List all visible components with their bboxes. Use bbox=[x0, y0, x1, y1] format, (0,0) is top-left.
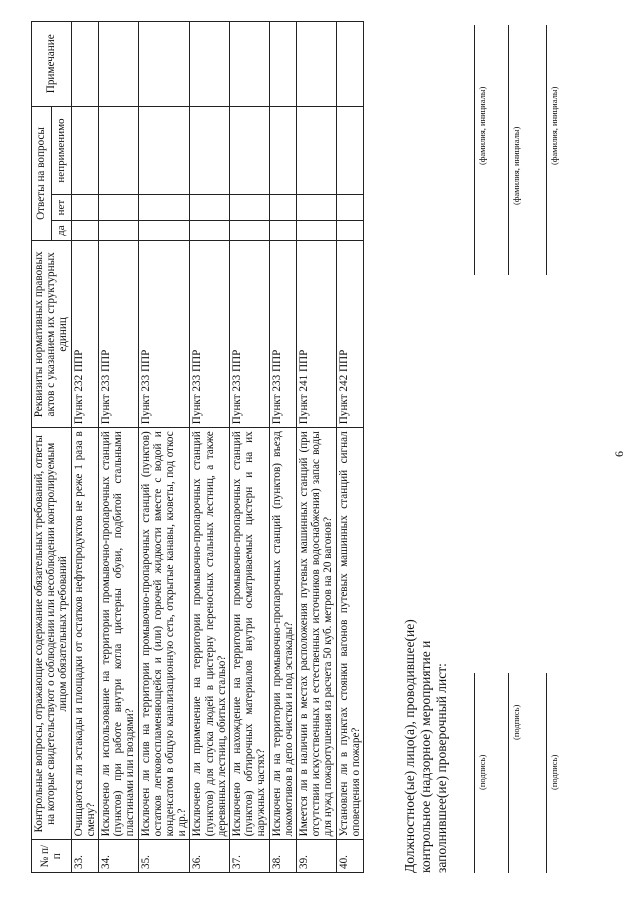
answer-no-cell[interactable] bbox=[336, 195, 363, 220]
row-reference: Пункт 242 ППР bbox=[336, 241, 363, 428]
note-cell[interactable] bbox=[269, 22, 296, 107]
header-yes: да bbox=[51, 220, 71, 241]
name-line-1 bbox=[474, 25, 475, 275]
answer-yes-cell[interactable] bbox=[336, 220, 363, 241]
answer-yes-cell[interactable] bbox=[230, 220, 270, 241]
row-reference: Пункт 233 ППР bbox=[99, 241, 139, 428]
row-reference: Пункт 232 ППР bbox=[71, 241, 98, 428]
signature-caption-2: (подпись) bbox=[511, 704, 521, 740]
note-cell[interactable] bbox=[297, 22, 337, 107]
signature-line-2 bbox=[508, 673, 509, 873]
row-question: Исключен ли слив на территории промывочно-пропарочных станций (пунктов) остатков легковоспламеняющейся и (или) горючей жидкости вместе с водой и конденсатом в общую канализационную сеть, открытые канавы, кюветы, под откос и др.? bbox=[138, 428, 190, 840]
row-number: 36. bbox=[190, 840, 230, 873]
row-question: Исключено ли применение на территории промывочно-пропарочных станций (пунктов) для спуска людей в цистерну переносных стальных лестниц, а также деревянных лестниц, обитых сталью? bbox=[190, 428, 230, 840]
row-reference: Пункт 233 ППР bbox=[138, 241, 190, 428]
signature-line-1 bbox=[474, 673, 475, 873]
answer-na-cell[interactable] bbox=[336, 106, 363, 195]
row-number: 34. bbox=[99, 840, 139, 873]
row-question: Установлен ли в пунктах стоянки вагонов путевых машинных станций сигнал оповещения о пожаре? bbox=[336, 428, 363, 840]
signatures-title: Должностное(ые) лицо(а), проводившее(ие) контрольное (надзорное) мероприятие и заполнившее(ие) проверочный лист: bbox=[402, 619, 449, 873]
name-caption-3: (фамилия, инициалы) bbox=[549, 86, 559, 165]
note-cell[interactable] bbox=[190, 22, 230, 107]
note-cell[interactable] bbox=[138, 22, 190, 107]
row-number: 33. bbox=[71, 840, 98, 873]
row-number: 40. bbox=[336, 840, 363, 873]
row-question: Очищаются ли эстакады и площадки от остатков нефтепродуктов не реже 1 раза в смену? bbox=[71, 428, 98, 840]
answer-yes-cell[interactable] bbox=[71, 220, 98, 241]
header-answers: Ответы на вопросы bbox=[32, 106, 52, 241]
table-row bbox=[71, 22, 98, 873]
answer-na-cell[interactable] bbox=[99, 106, 139, 195]
name-line-3 bbox=[546, 25, 547, 275]
header-num: № п/п bbox=[32, 840, 72, 873]
header-no: нет bbox=[51, 195, 71, 220]
table-row bbox=[99, 22, 139, 873]
note-cell[interactable] bbox=[71, 22, 98, 107]
answer-no-cell[interactable] bbox=[138, 195, 190, 220]
row-number: 37. bbox=[230, 840, 270, 873]
name-caption-2: (фамилия, инициалы) bbox=[511, 126, 521, 205]
checklist-table bbox=[31, 21, 364, 873]
row-number: 39. bbox=[297, 840, 337, 873]
answer-na-cell[interactable] bbox=[138, 106, 190, 195]
table-row bbox=[269, 22, 296, 873]
answer-no-cell[interactable] bbox=[190, 195, 230, 220]
name-line-2 bbox=[508, 25, 509, 275]
row-number: 38. bbox=[269, 840, 296, 873]
answer-yes-cell[interactable] bbox=[99, 220, 139, 241]
row-reference: Пункт 233 ППР bbox=[230, 241, 270, 428]
row-reference: Пункт 233 ППР bbox=[190, 241, 230, 428]
answer-na-cell[interactable] bbox=[297, 106, 337, 195]
answer-no-cell[interactable] bbox=[71, 195, 98, 220]
answer-yes-cell[interactable] bbox=[190, 220, 230, 241]
table-row bbox=[297, 22, 337, 873]
header-note: Примечание bbox=[32, 22, 72, 107]
answer-yes-cell[interactable] bbox=[297, 220, 337, 241]
page-number: 6 bbox=[612, 451, 626, 457]
answer-na-cell[interactable] bbox=[269, 106, 296, 195]
row-question: Исключено ли нахождение на территории промывочно-пропарочных станций (пунктов) обтирочных материалов внутри осматриваемых цистерн и на их наружных частях? bbox=[230, 428, 270, 840]
header-reference: Реквизиты нормативных правовых актов с указанием их структурных единиц bbox=[32, 241, 72, 428]
row-question: Исключен ли на территории промывочно-пропарочных станций (пунктов) въезд локомотивов в депо очистки и под эстакады? bbox=[269, 428, 296, 840]
note-cell[interactable] bbox=[99, 22, 139, 107]
note-cell[interactable] bbox=[336, 22, 363, 107]
table-body bbox=[71, 22, 363, 873]
table-row bbox=[190, 22, 230, 873]
name-caption-1: (фамилия, инициалы) bbox=[477, 86, 487, 165]
signature-line-3 bbox=[546, 673, 547, 873]
answer-na-cell[interactable] bbox=[71, 106, 98, 195]
answer-no-cell[interactable] bbox=[297, 195, 337, 220]
row-reference: Пункт 233 ППР bbox=[269, 241, 296, 428]
table-row bbox=[336, 22, 363, 873]
signature-caption-3: (подпись) bbox=[549, 754, 559, 790]
signature-caption-1: (подпись) bbox=[477, 754, 487, 790]
row-number: 35. bbox=[138, 840, 190, 873]
answer-no-cell[interactable] bbox=[99, 195, 139, 220]
answer-na-cell[interactable] bbox=[230, 106, 270, 195]
answer-yes-cell[interactable] bbox=[269, 220, 296, 241]
table-header-row bbox=[32, 22, 52, 873]
answer-na-cell[interactable] bbox=[190, 106, 230, 195]
note-cell[interactable] bbox=[230, 22, 270, 107]
header-question: Контрольные вопросы, отражающие содержание обязательных требований, ответы на которые свидетельствуют о соблюдении или несоблюдении контролируемым лицом обязательных требований bbox=[32, 428, 72, 840]
row-reference: Пункт 241 ППР bbox=[297, 241, 337, 428]
table-row bbox=[138, 22, 190, 873]
row-question: Имеется ли в наличии в местах расположения путевых машинных станций (при отсутствии искусственных и естественных источников водоснабжения) запас воды для нужд пожаротушения из расчета 50 куб. метров на 20 вагонов? bbox=[297, 428, 337, 840]
row-question: Исключено ли использование на территории промывочно-пропарочных станций (пунктов) при работе внутри котла цистерны обуви, подбитой стальными пластинами или гвоздями? bbox=[99, 428, 139, 840]
answer-yes-cell[interactable] bbox=[138, 220, 190, 241]
table-row bbox=[230, 22, 270, 873]
answer-no-cell[interactable] bbox=[269, 195, 296, 220]
answer-no-cell[interactable] bbox=[230, 195, 270, 220]
header-na: неприменимо bbox=[51, 106, 71, 195]
